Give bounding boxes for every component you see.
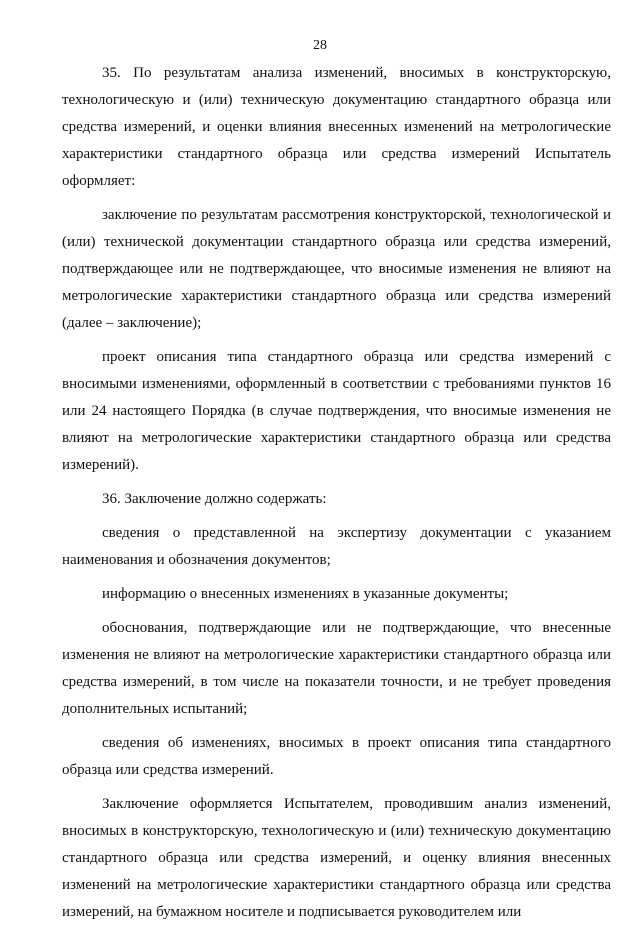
paragraph-type-description-changes: сведения об изменениях, вносимых в проект описания типа стандартного образца или средства измерений. — [62, 735, 611, 778]
paragraph-changes-info: информацию о внесенных изменениях в указанные документы; — [102, 586, 509, 602]
paragraph-35: 35. По результатам анализа изменений, вносимых в конструкторскую, технологическую и (или) техническую документацию стандартного образца или средства измерений, и оценки влияния внесенных изменений на метрологические характеристики стандартного образца или средства измерений Испытатель оформляет: — [62, 65, 611, 189]
page-number: 28 — [313, 38, 327, 53]
paragraph-documentation-info: сведения о представленной на экспертизу документации с указанием наименования и обозначения документов; — [62, 525, 611, 568]
paragraph-conclusion-issued: Заключение оформляется Испытателем, проводившим анализ изменений, вносимых в конструкторскую, технологическую и (или) техническую документацию стандартного образца или средства измерений, и оценку влияния внесенных изменений на метрологические характеристики стандартного образца или средства измерений, на бумажном носителе и подписывается руководителем или — [62, 796, 611, 920]
paragraph-project-item: проект описания типа стандартного образца или средства измерений с вносимыми изменениями, оформленный в соответствии с требованиями пунктов 16 или 24 настоящего Порядка (в случае подтверждения, что вносимые изменения не влияют на метрологические характеристики стандартного образца или средства измерений). — [62, 349, 611, 473]
paragraph-conclusion-item: заключение по результатам рассмотрения конструкторской, технологической и (или) технической документации стандартного образца или средства измерений, подтверждающее или не подтверждающее, что вносимые изменения не влияют на метрологические характеристики стандартного образца или средства измерений (далее – заключение); — [62, 207, 611, 331]
paragraph-36: 36. Заключение должно содержать: — [102, 491, 327, 507]
document-body — [62, 60, 611, 926]
paragraph-justification: обоснования, подтверждающие или не подтверждающие, что внесенные изменения не влияют на метрологические характеристики стандартного образца или средства измерений, в том числе на показатели точности, и не требует проведения дополнительных испытаний; — [62, 620, 611, 717]
